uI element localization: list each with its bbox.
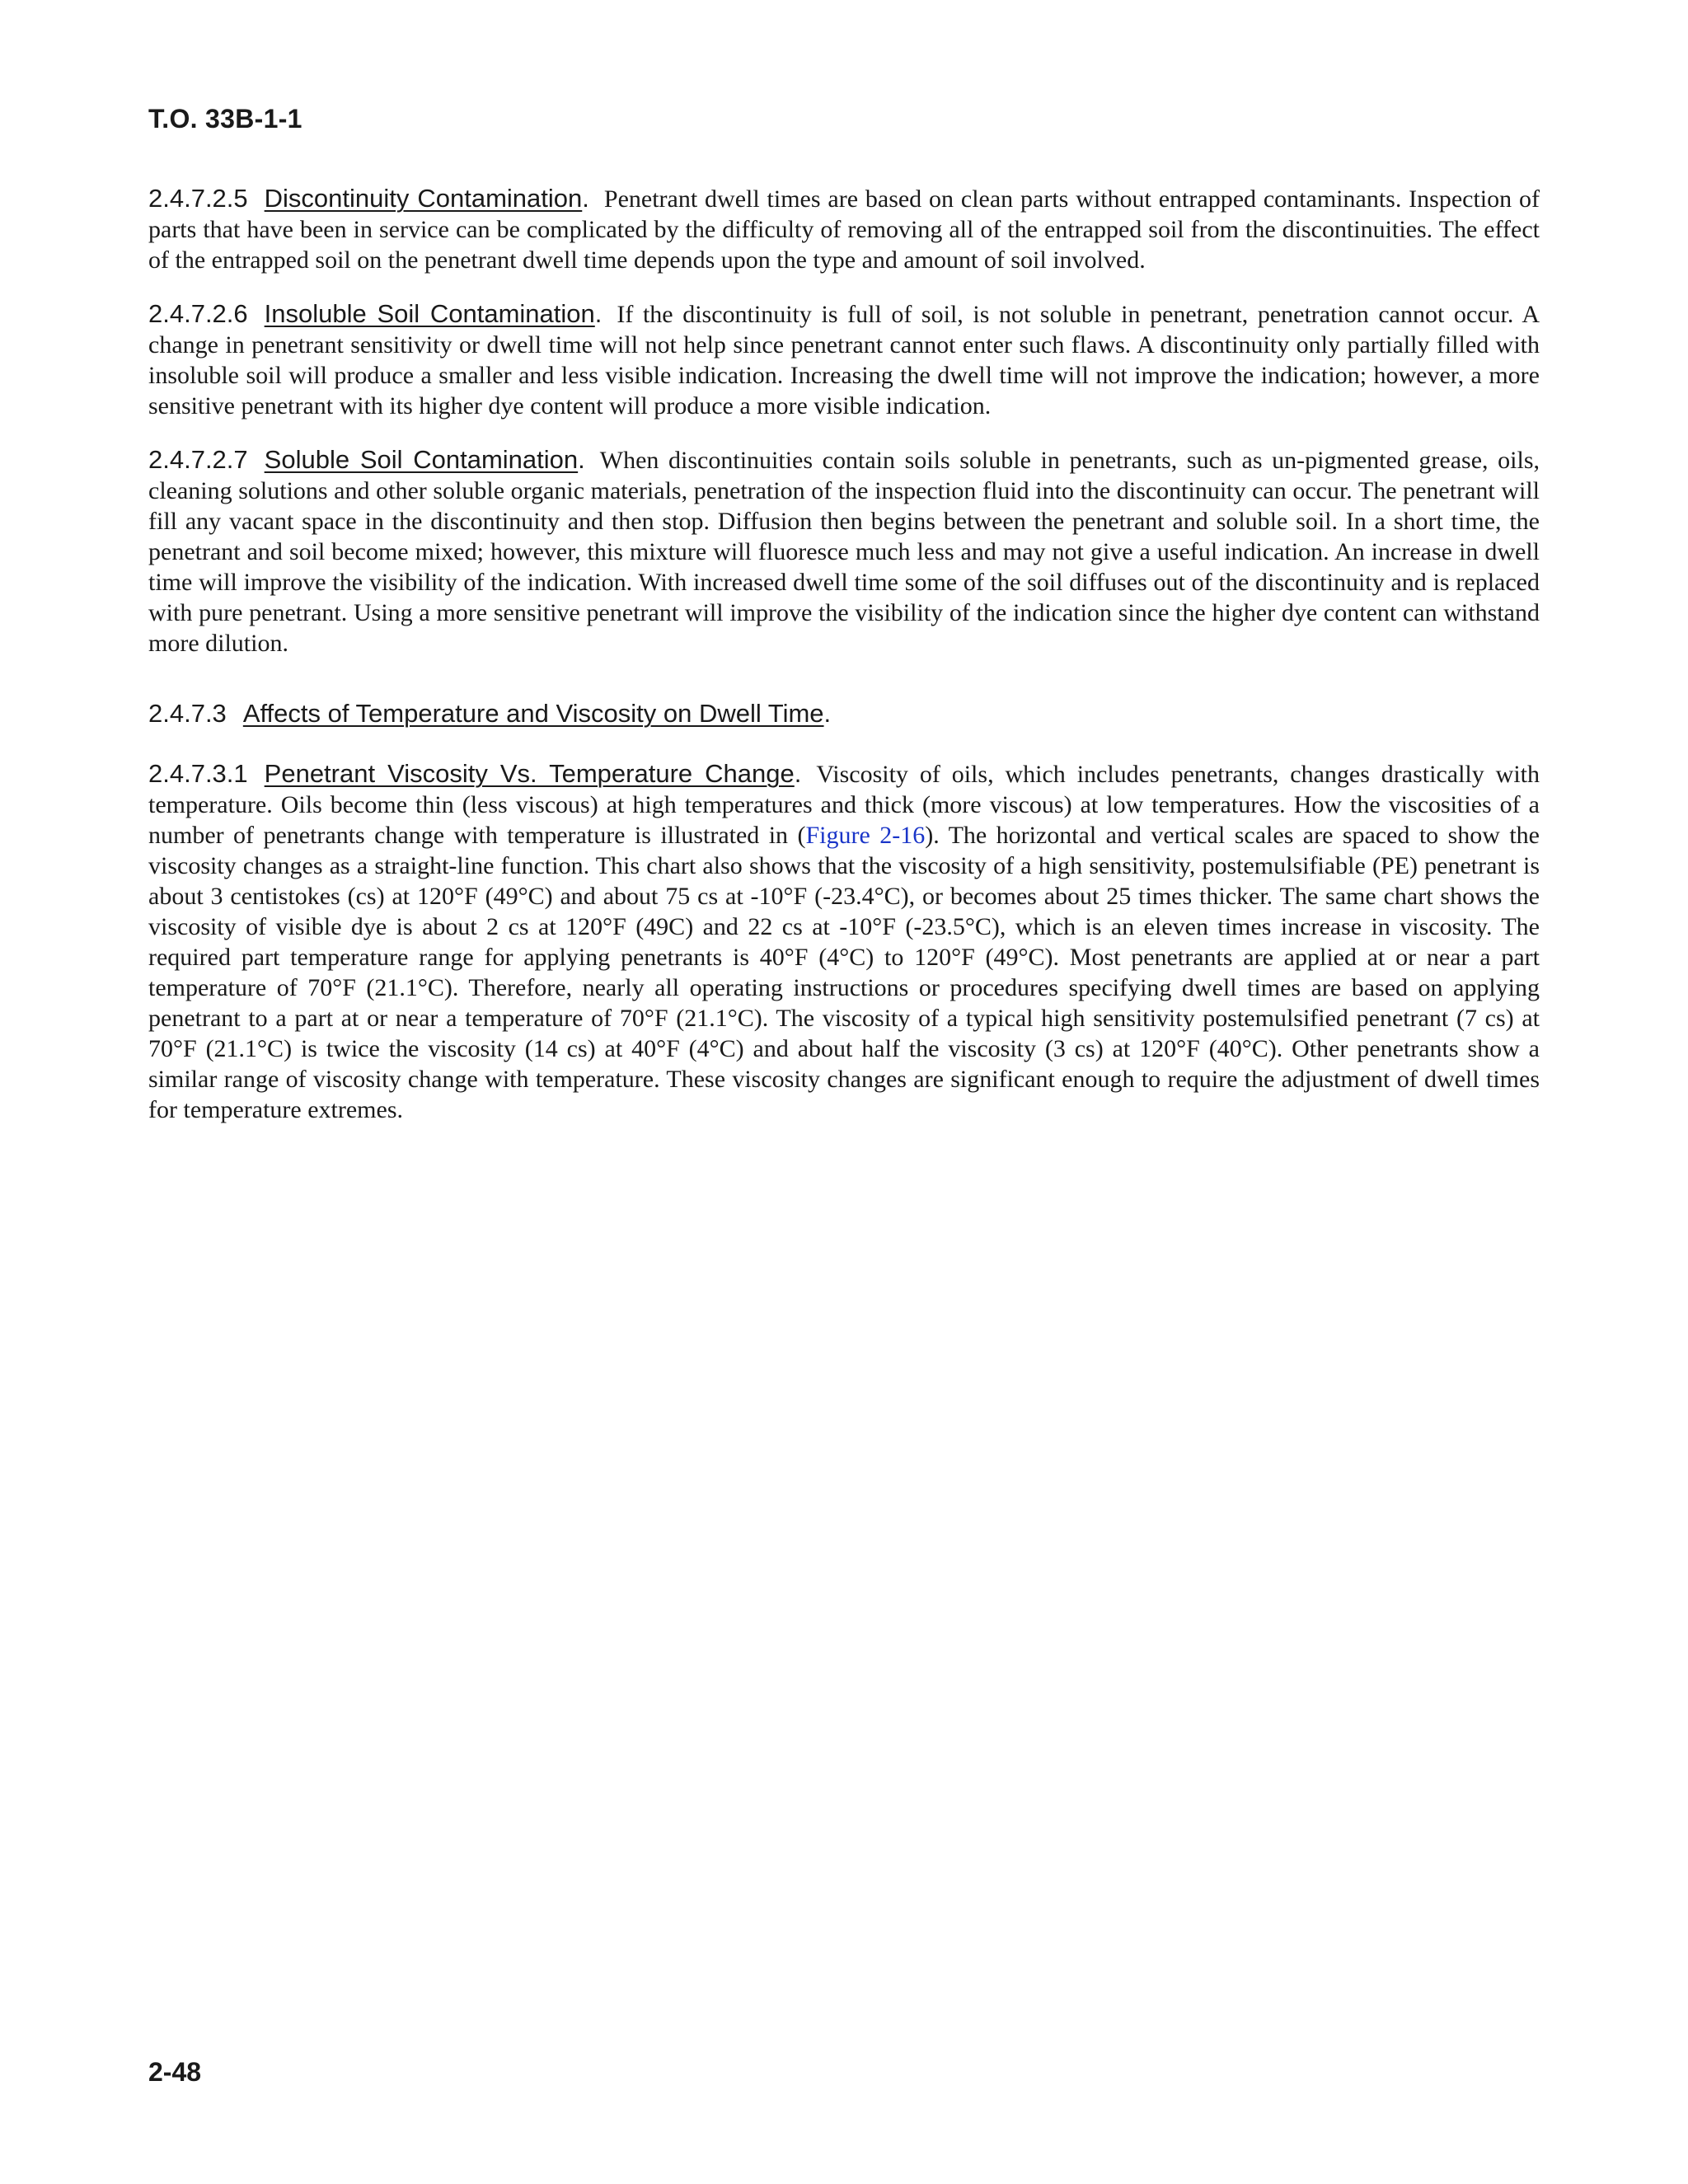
paragraph-body: Penetrant dwell times are based on clean parts without entrapped contaminants. Inspection of parts that have been in service can be complicated by the difficulty of removing all of the entrapped soil from the discontinuities. The effect of the entrapped soil on the penetrant dwell time depends upon the type and amount of soil involved. [148, 185, 1540, 274]
paragraph-heading: Penetrant Viscosity Vs. Temperature Change [264, 759, 795, 788]
paragraph-number: 2.4.7.2.6 [148, 299, 248, 328]
paragraph-number: 2.4.7.3.1 [148, 759, 248, 788]
paragraph-body: When discontinuities contain soils soluble in penetrants, such as un-pigmented grease, oils, cleaning solutions and other soluble organic materials, penetration of the inspection fluid into the discontinuity can occur. The penetrant will fill any vacant space in the discontinuity and then stop. Diffusion then begins between the penetrant and soluble soil. In a short time, the penetrant and soil become mixed; however, this mixture will fluoresce much less and may not give a useful indication. An increase in dwell time will improve the visibility of the indication. With increased dwell time some of the soil diffuses out of the discontinuity and is replaced with pure penetrant. Using a more sensitive penetrant will improve the visibility of the indication since the higher dye content can withstand more dilution. [148, 447, 1540, 657]
paragraph-soluble-soil-contamination [148, 444, 1540, 658]
heading-period: . [594, 299, 603, 328]
section-heading-temperature-viscosity [148, 698, 1540, 729]
heading-period: . [794, 759, 802, 788]
page-number: 2-48 [148, 2057, 202, 2087]
page-body [148, 183, 1540, 1148]
paragraph-number: 2.4.7.2.7 [148, 445, 248, 474]
heading-period: . [578, 445, 585, 474]
heading-period: . [823, 699, 832, 728]
section-number: 2.4.7.3 [148, 699, 227, 728]
paragraph-heading: Discontinuity Contamination [264, 184, 583, 213]
document-id-header: T.O. 33B-1-1 [148, 104, 302, 134]
paragraph-body: If the discontinuity is full of soil, is not soluble in penetrant, penetration cannot occur. A change in penetrant sensitivity or dwell time will not help since penetrant cannot enter such flaws. A discontinuity only partially filled with insoluble soil will produce a smaller and less visible indication. Increasing the dwell time will not improve the indication; however, a more sensitive penetrant with its higher dye content will produce a more visible indication. [148, 301, 1540, 419]
section-title: Affects of Temperature and Viscosity on Dwell Time [242, 699, 824, 728]
paragraph-insoluble-soil-contamination [148, 298, 1540, 421]
paragraph-penetrant-viscosity [148, 758, 1540, 1125]
paragraph-heading: Soluble Soil Contamination [264, 445, 579, 474]
figure-2-16-link[interactable]: Figure 2-16 [805, 822, 926, 849]
paragraph-body-part-2: ). The horizontal and vertical scales are spaced to show the viscosity changes as a straight-line function. This chart also shows that the viscosity of a high sensitivity, postemulsifiable (PE) penetrant is about 3 centistokes (cs) at 120°F (49°C) and about 75 cs at -10°F (-23.4°C), or becomes about 25 times thicker. The same chart shows the viscosity of visible dye is about 2 cs at 120°F (49C) and 22 cs at -10°F (-23.5°C), which is an eleven times increase in viscosity. The required part temperature range for applying penetrants is 40°F (4°C) to 120°F (49°C). Most penetrants are applied at or near a part temperature of 70°F (21.1°C). Therefore, nearly all operating instructions or procedures specifying dwell times are based on applying penetrant to a part at or near a temperature of 70°F (21.1°C). The viscosity of a typical high sensitivity postemulsified penetrant (7 cs) at 70°F (21.1°C) is twice the viscosity (14 cs) at 40°F (4°C) and about half the viscosity (3 cs) at 120°F (40°C). Other penetrants show a similar range of viscosity change with temperature. These viscosity changes are significant enough to require the adjustment of dwell times for temperature extremes. [148, 822, 1540, 1123]
paragraph-heading: Insoluble Soil Contamination [264, 299, 595, 328]
paragraph-body-part-1: Viscosity of oils, which includes penetrants, changes drastically with temperature. Oils become thin (less viscous) at high temperatures and thick (more viscous) at low temperatures. How the viscosities of a number of penetrants change with temperature is illustrated in ( [148, 761, 1540, 849]
paragraph-discontinuity-contamination [148, 183, 1540, 275]
paragraph-number: 2.4.7.2.5 [148, 184, 248, 213]
heading-period: . [582, 184, 589, 213]
